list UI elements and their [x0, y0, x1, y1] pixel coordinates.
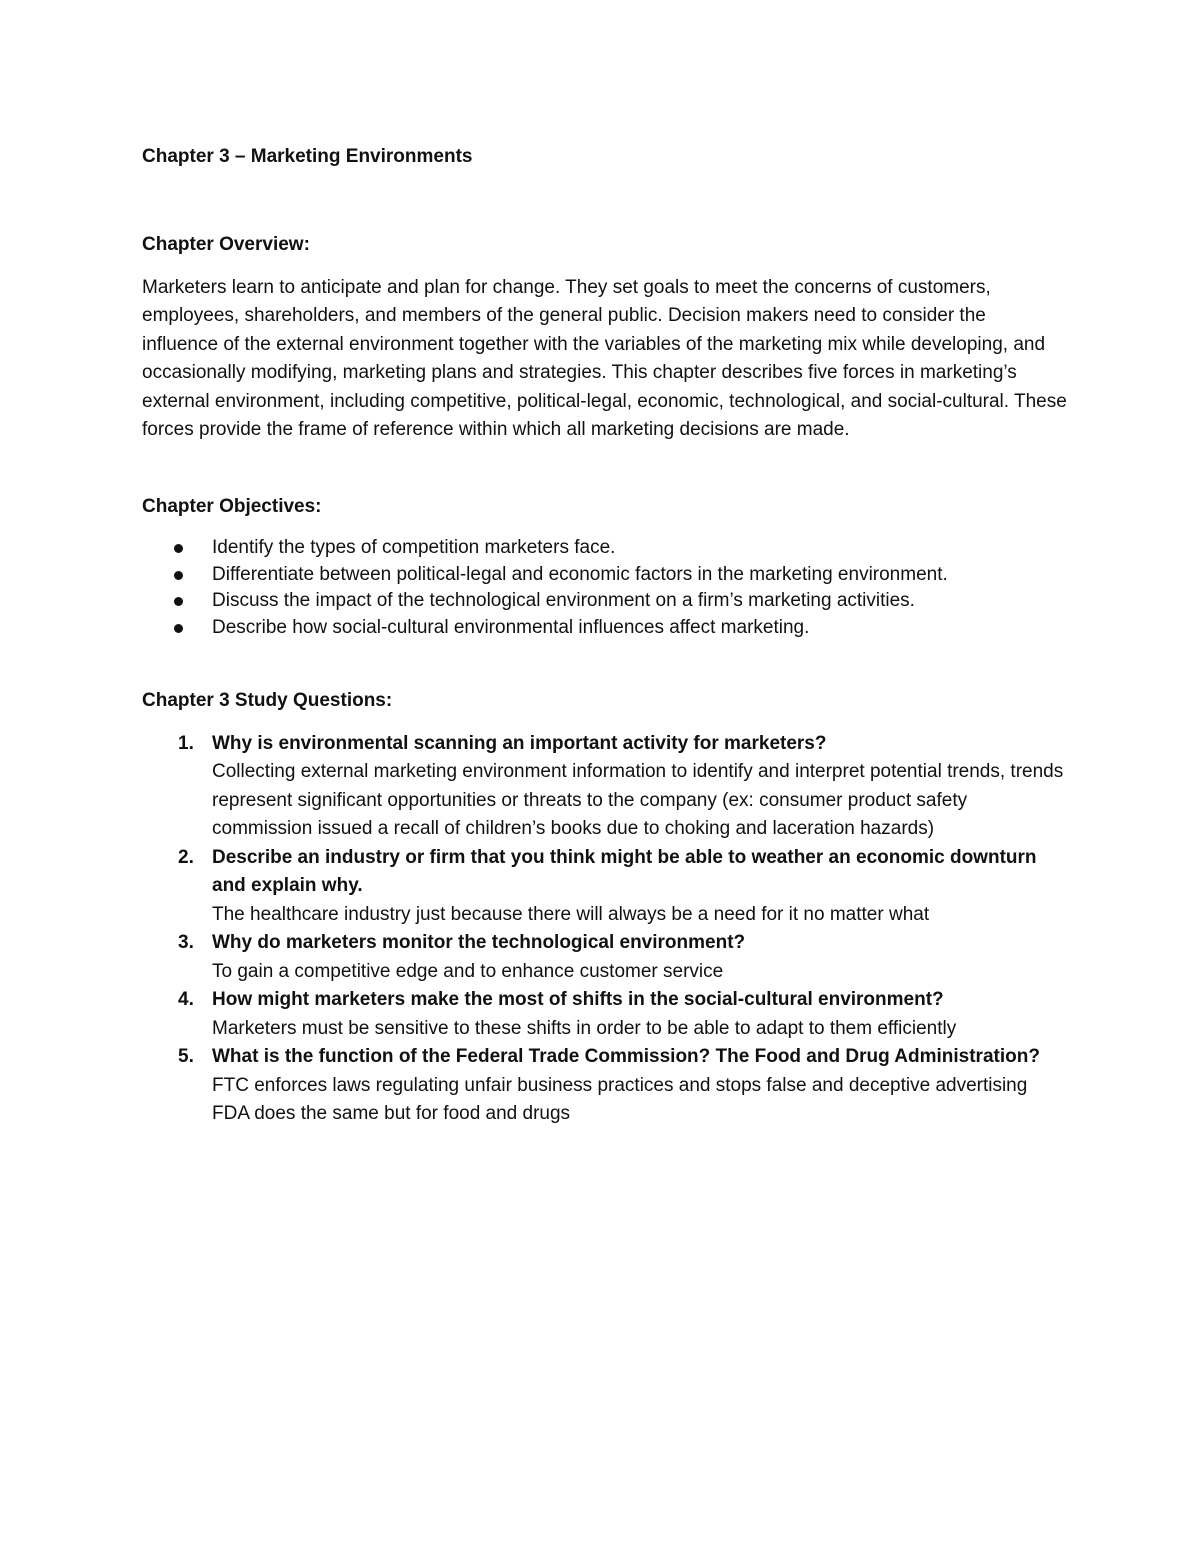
question-text: How might marketers make the most of shifts in the social-cultural environment?	[212, 989, 944, 1010]
objective-text: Differentiate between political-legal and economic factors in the marketing environment.	[212, 563, 948, 585]
objective-item	[142, 588, 1067, 615]
question-number: 4.	[178, 989, 194, 1010]
bullet-icon	[174, 624, 183, 633]
bullet-icon	[174, 597, 183, 606]
answer-text: To gain a competitive edge and to enhance customer service	[212, 960, 724, 982]
objectives-heading: Chapter Objectives:	[142, 495, 322, 517]
overview-heading: Chapter Overview:	[142, 234, 310, 255]
question-number: 5.	[178, 1046, 194, 1067]
objective-item	[142, 615, 1067, 642]
answer-text: The healthcare industry just because there will always be a need for it no matter what	[212, 903, 930, 925]
answer-text: FTC enforces laws regulating unfair business practices and stops false and deceptive advertising FDA does the same but for food and drugs	[212, 1074, 1028, 1124]
objective-text: Discuss the impact of the technological environment on a firm’s marketing activities.	[212, 590, 915, 611]
study-question-item	[142, 1043, 1067, 1129]
objectives-list	[142, 535, 1067, 641]
question-number: 1.	[178, 732, 194, 754]
study-question-item	[142, 730, 1067, 844]
bullet-icon	[174, 571, 183, 580]
question-text: Why is environmental scanning an important activity for marketers?	[212, 732, 827, 754]
question-text: Describe an industry or firm that you think might be able to weather an economic downturn and explain why.	[212, 846, 1037, 896]
question-number: 2.	[178, 846, 194, 868]
question-number: 3.	[178, 932, 194, 953]
study-question-item	[142, 844, 1067, 930]
question-text: What is the function of the Federal Trade Commission? The Food and Drug Administration?	[212, 1046, 1040, 1067]
objective-item	[142, 562, 1067, 589]
document-title: Chapter 3 – Marketing Environments	[142, 146, 473, 167]
document-page	[142, 143, 1067, 1129]
study-question-item	[142, 986, 1067, 1043]
objective-item	[142, 535, 1067, 562]
question-text: Why do marketers monitor the technological environment?	[212, 932, 746, 953]
study-question-item	[142, 929, 1067, 986]
answer-text: Collecting external marketing environment information to identify and interpret potential trends, trends represent significant opportunities or threats to the company (ex: consumer product safety commission issued a recall of children’s books due to choking and laceration hazards)	[212, 761, 1064, 839]
answer-text: Marketers must be sensitive to these shifts in order to be able to adapt to them efficiently	[212, 1017, 957, 1039]
study-questions-list	[142, 730, 1067, 1129]
objective-text: Describe how social-cultural environmental influences affect marketing.	[212, 616, 810, 638]
study-questions-heading: Chapter 3 Study Questions:	[142, 690, 393, 711]
overview-paragraph: Marketers learn to anticipate and plan for change. They set goals to meet the concerns of customers, employees, shareholders, and members of the general public. Decision makers need to consider the influence of the external environment together with the variables of the marketing mix while developing, and occasionally modifying, marketing plans and strategies. This chapter describes five forces in marketing’s external environment, including competitive, political-legal, economic, technological, and social-cultural. These forces provide the frame of reference within which all marketing decisions are made.	[142, 276, 1067, 440]
bullet-icon	[174, 544, 183, 553]
objective-text: Identify the types of competition marketers face.	[212, 537, 616, 558]
